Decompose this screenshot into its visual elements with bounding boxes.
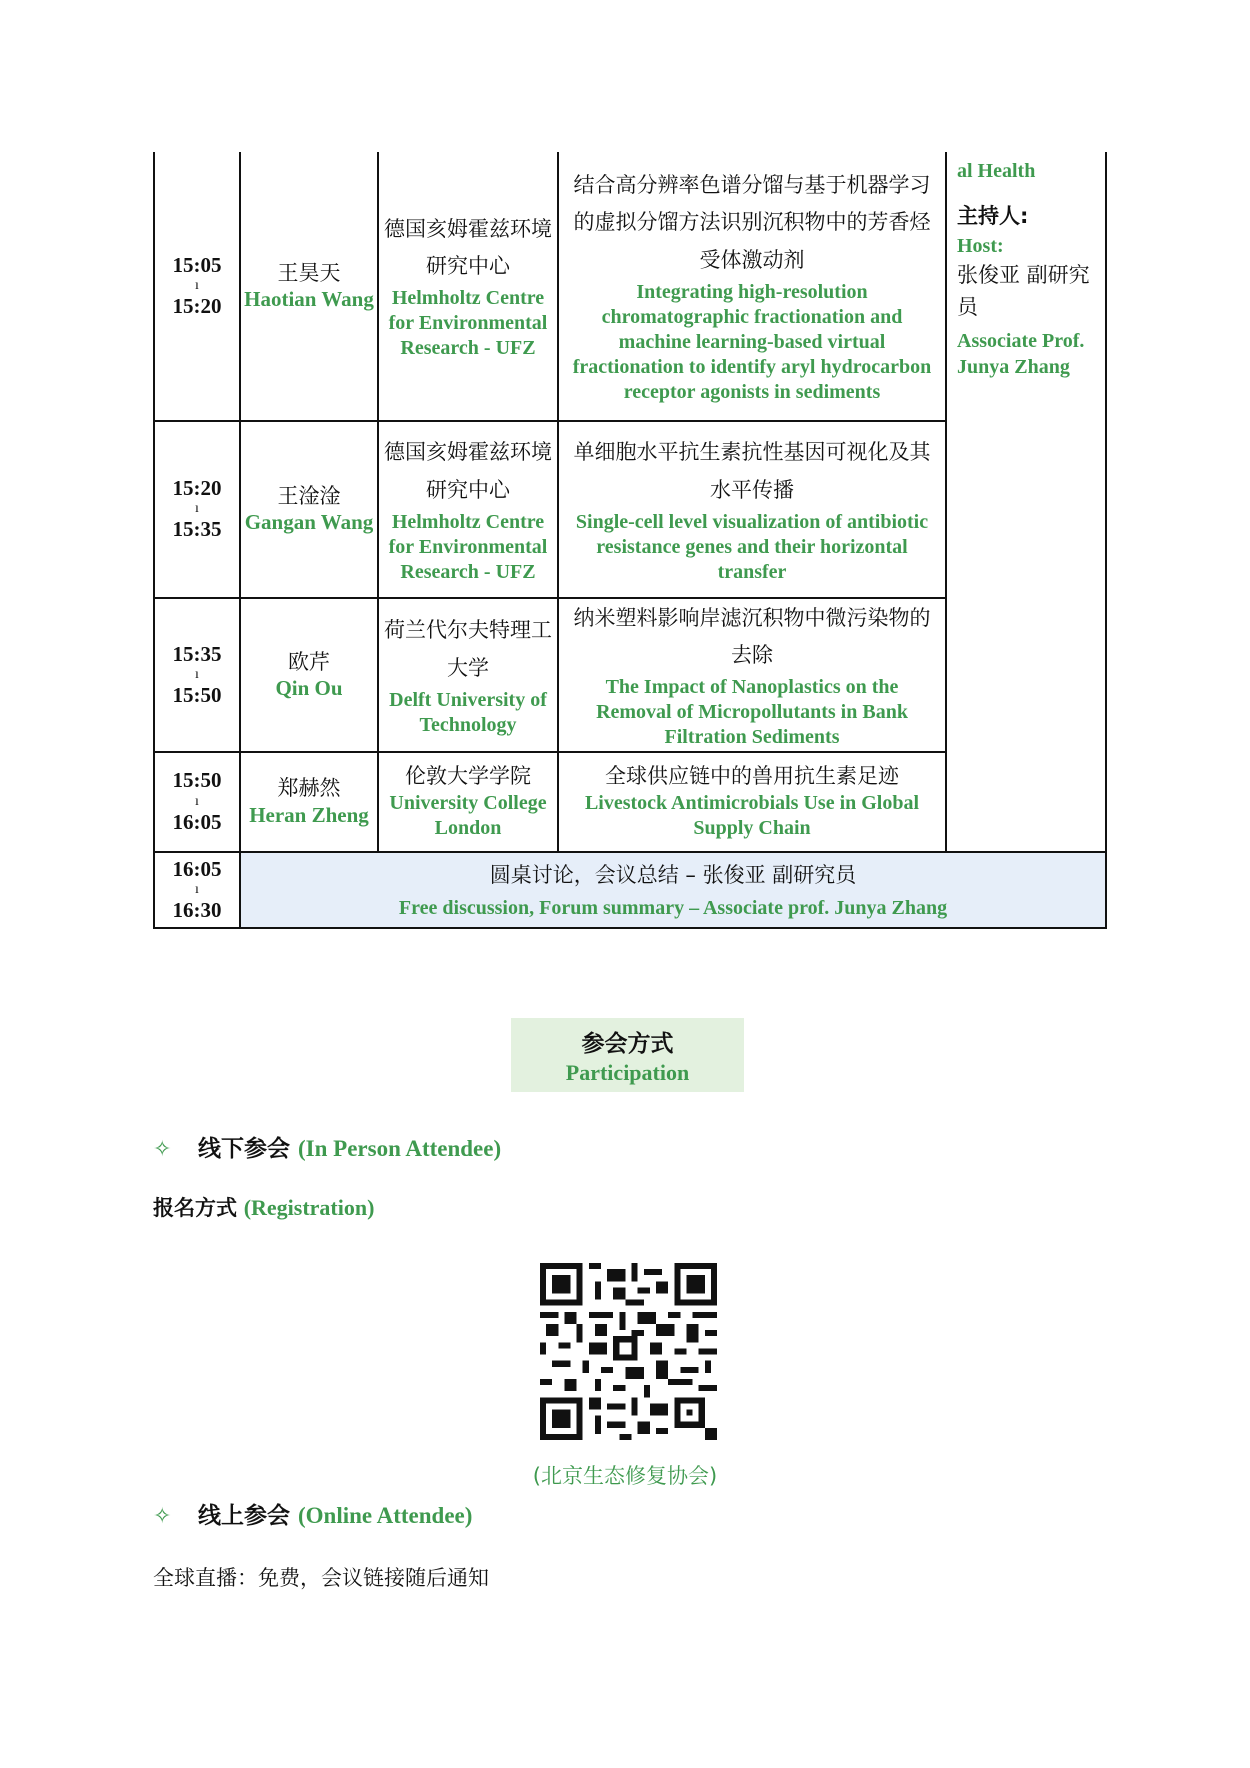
talk-title-zh: 纳米塑料影响岸滤沉积物中微污染物的去除	[573, 605, 931, 668]
summary-row	[154, 852, 1106, 928]
online-label-en: (Online Attendee)	[298, 1503, 473, 1528]
talk-title-zh: 单细胞水平抗生素抗性基因可视化及其水平传播	[573, 440, 931, 502]
host-label-en: Host:	[957, 234, 1004, 257]
time-end: 15:50	[172, 682, 222, 707]
online-label-zh: 线上参会	[198, 1503, 290, 1529]
time-cell	[154, 152, 240, 421]
time-start: 16:05	[172, 856, 222, 881]
registration-qr-code[interactable]	[540, 1263, 717, 1440]
institution-en: Helmholtz Centre for Environmental Research - UFZ	[388, 510, 548, 583]
host-name-en: Associate Prof. Junya Zhang	[957, 329, 1085, 378]
time-end: 16:30	[172, 897, 222, 922]
speaker-name-en: Qin Ou	[275, 675, 343, 700]
institution-en: University College London	[389, 792, 547, 840]
registration-label-en: (Registration)	[243, 1195, 375, 1220]
talk-title-en: The Impact of Nanoplastics on the Removal of Micropollutants in Bank Filtration Sediments	[596, 676, 908, 749]
four-point-star-icon: ✧	[153, 1504, 172, 1529]
time-cell	[154, 421, 240, 598]
participation-heading	[511, 1018, 744, 1092]
time-cell	[154, 598, 240, 751]
schedule-table	[153, 152, 1107, 929]
talk-title-zh: 全球供应链中的兽用抗生素足迹	[605, 763, 899, 788]
four-point-star-icon: ✧	[153, 1137, 172, 1162]
in-person-label-zh: 线下参会	[198, 1136, 290, 1162]
summary-text-en: Free discussion, Forum summary – Associate prof. Junya Zhang	[398, 896, 948, 919]
speaker-name-en: Haotian Wang	[244, 286, 374, 311]
speaker-name-en: Gangan Wang	[244, 510, 374, 535]
institution-cell	[378, 152, 558, 421]
institution-cell	[378, 752, 558, 852]
institution-cell	[378, 598, 558, 751]
speaker-cell	[240, 752, 378, 852]
time-end: 15:35	[172, 517, 222, 542]
time-end: 16:05	[172, 809, 222, 834]
summary-cell	[240, 852, 1106, 928]
summary-text-zh: 圆桌讨论，会议总结 – 张俊亚 副研究员	[489, 863, 857, 888]
table-row	[154, 152, 1106, 421]
institution-cell	[378, 421, 558, 598]
speaker-cell	[240, 152, 378, 421]
live-stream-info: 全球直播：免费，会议链接随后通知	[153, 1566, 489, 1590]
time-start: 15:35	[172, 641, 222, 666]
time-start: 15:05	[172, 252, 222, 277]
talk-title-cell	[558, 152, 946, 421]
host-name-zh: 张俊亚 副研究员	[957, 262, 1090, 320]
in-person-label-en: (In Person Attendee)	[298, 1136, 502, 1161]
time-end: 15:20	[172, 293, 222, 318]
time-separator: ı	[195, 277, 199, 293]
qr-caption: (北京生态修复协会)	[532, 1464, 718, 1488]
time-separator: ı	[195, 666, 199, 682]
speaker-name-zh: 郑赫然	[277, 776, 341, 801]
talk-title-cell	[558, 598, 946, 751]
session-topic-fragment: al Health	[957, 160, 1036, 182]
time-separator: ı	[195, 501, 199, 517]
institution-en: Helmholtz Centre for Environmental Research - UFZ	[388, 287, 548, 360]
institution-zh: 德国亥姆霍兹环境研究中心	[384, 440, 552, 502]
speaker-name-zh: 王昊天	[277, 260, 341, 285]
host-cell	[946, 152, 1106, 852]
time-cell	[154, 752, 240, 852]
time-start: 15:20	[172, 476, 222, 501]
in-person-section	[153, 1130, 501, 1163]
talk-title-en: Livestock Antimicrobials Use in Global Supply Chain	[584, 792, 920, 840]
institution-zh: 德国亥姆霍兹环境研究中心	[384, 216, 552, 279]
talk-title-en: Integrating high-resolution chromatographic fractionation and machine learning-based virtual fractionation to identify aryl hydrocarbon receptor agonists in sediments	[572, 281, 932, 404]
time-separator: ı	[195, 881, 199, 897]
time-start: 15:50	[172, 768, 222, 793]
time-separator: ı	[195, 793, 199, 809]
institution-zh: 伦敦大学学院	[405, 763, 531, 788]
talk-title-zh: 结合高分辨率色谱分馏与基于机器学习的虚拟分馏方法识别沉积物中的芳香烃受体激动剂	[573, 172, 931, 273]
online-section	[153, 1497, 472, 1530]
speaker-name-en: Heran Zheng	[249, 802, 369, 827]
participation-heading-zh: 参会方式	[581, 1031, 674, 1057]
registration-label-zh: 报名方式	[153, 1196, 237, 1220]
speaker-cell	[240, 421, 378, 598]
talk-title-en: Single-cell level visualization of antibiotic resistance genes and their horizontal transfer	[575, 510, 929, 583]
talk-title-cell	[558, 421, 946, 598]
institution-en: Delft University of Technology	[389, 688, 547, 736]
institution-zh: 荷兰代尔夫特理工大学	[384, 618, 552, 680]
registration-line	[153, 1192, 374, 1222]
talk-title-cell	[558, 752, 946, 852]
time-cell	[154, 852, 240, 928]
speaker-name-zh: 王淦淦	[277, 484, 341, 509]
host-label-zh: 主持人:	[957, 204, 1029, 228]
participation-heading-en: Participation	[565, 1059, 690, 1085]
speaker-name-zh: 欧芹	[288, 649, 330, 674]
speaker-cell	[240, 598, 378, 751]
